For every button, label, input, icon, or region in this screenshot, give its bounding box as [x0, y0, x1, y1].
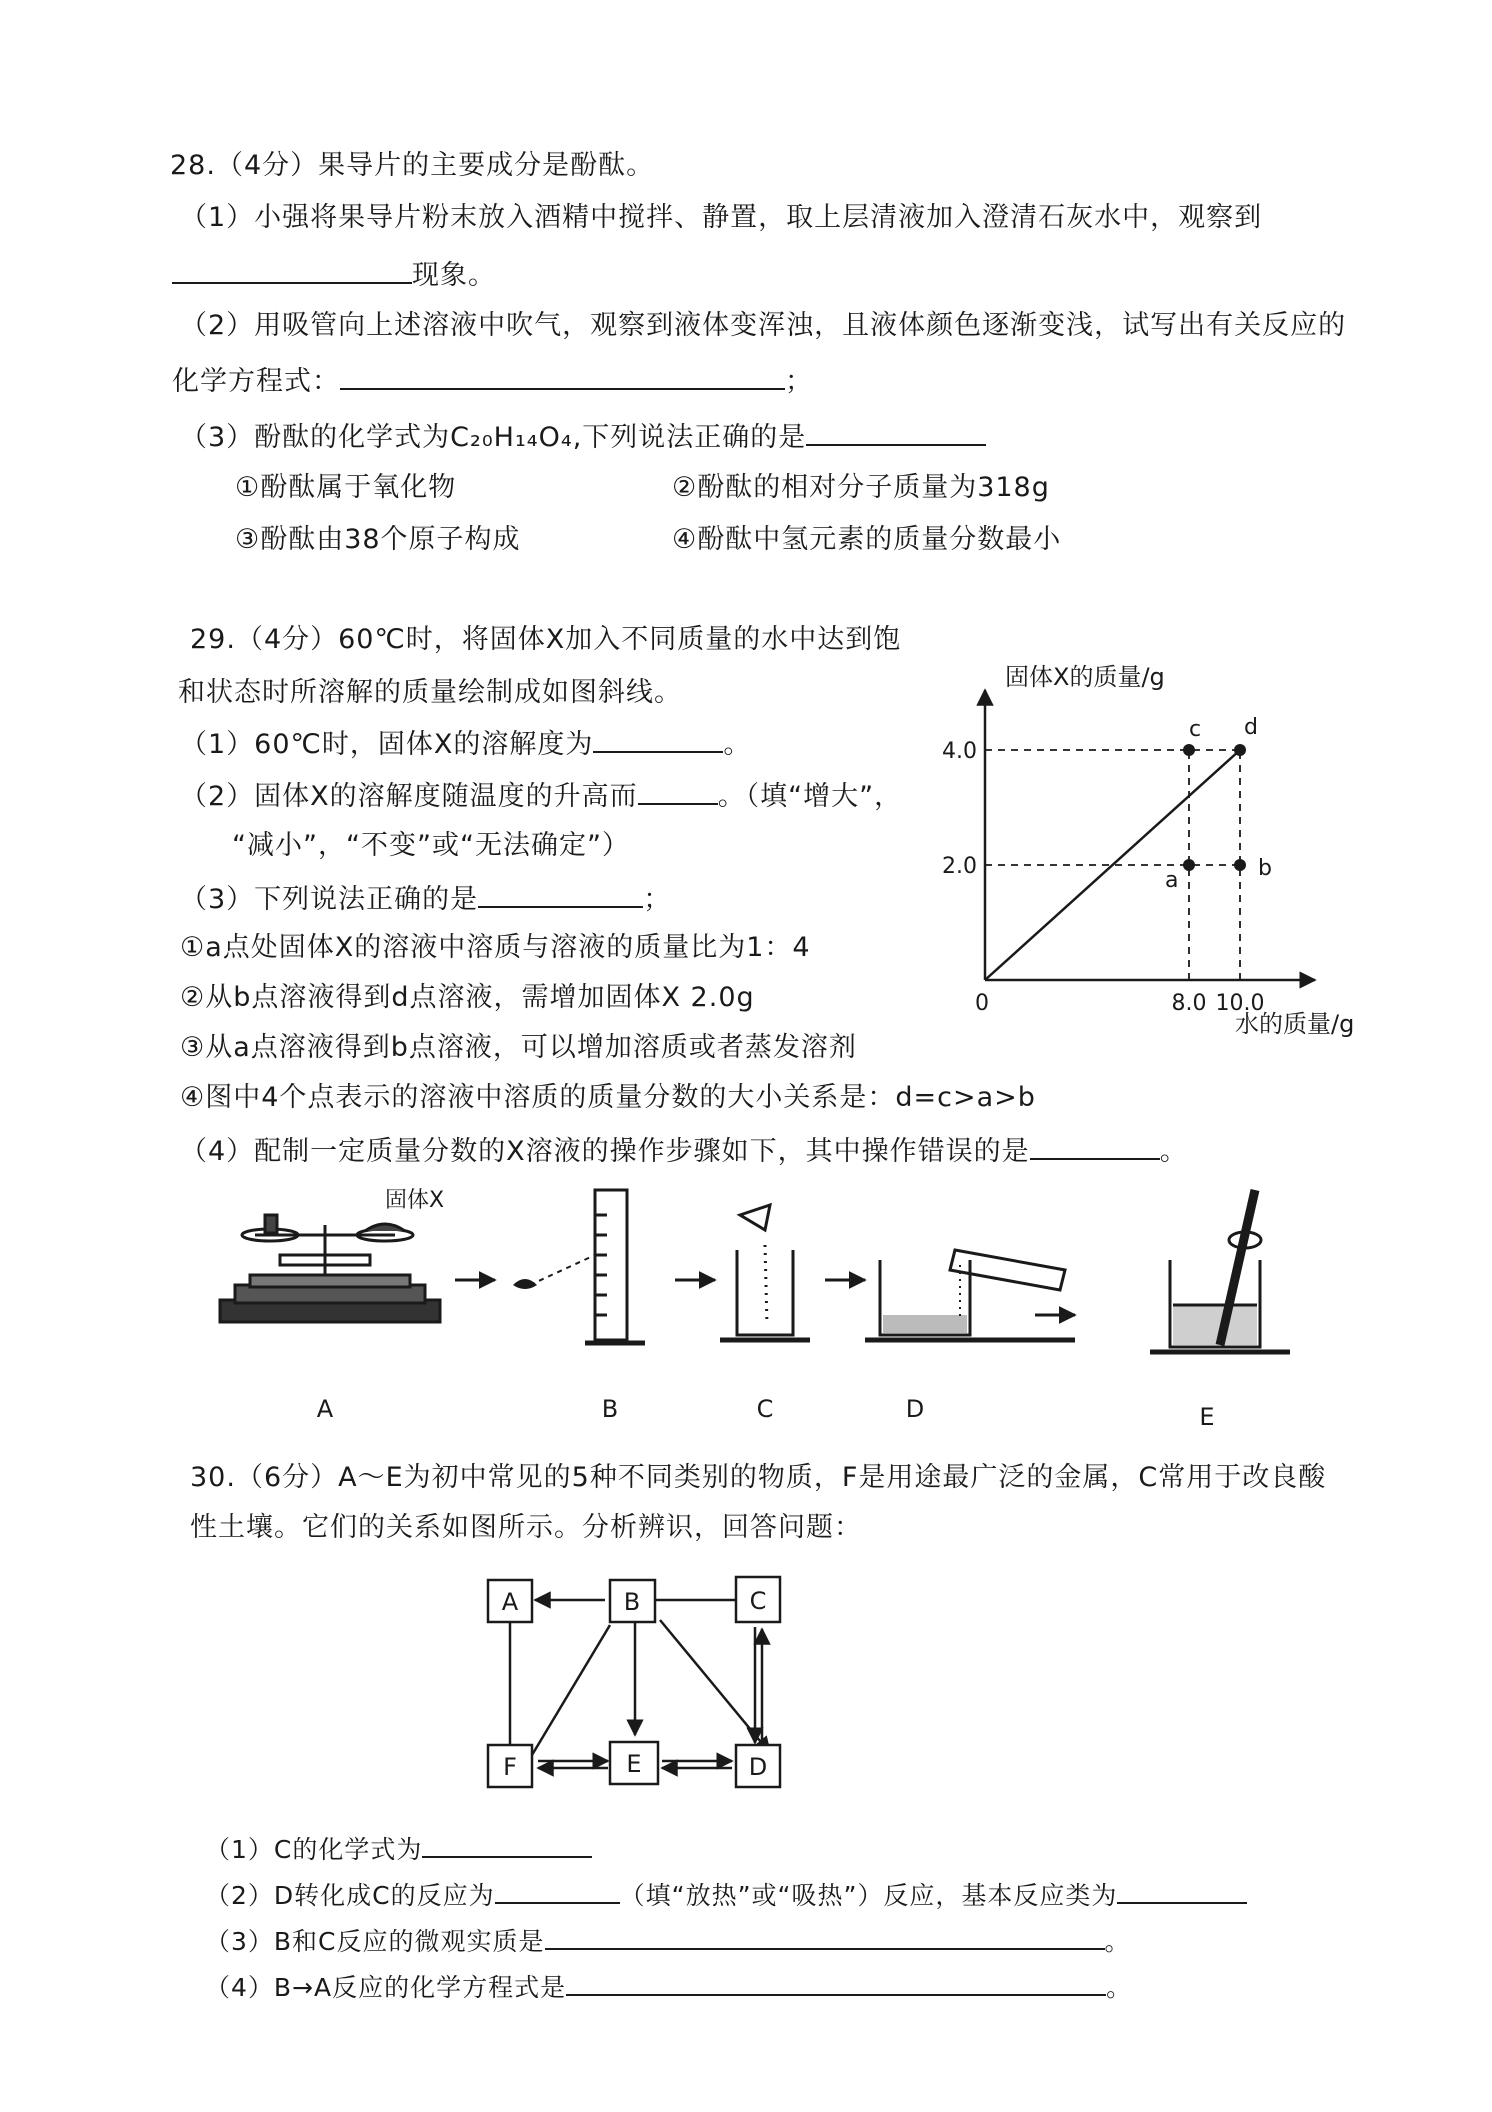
q29-title-cont: 和状态时所溶解的质量绘制成如图斜线。 — [178, 677, 682, 708]
q28-option-3: ③酚酞由38个原子构成 — [235, 524, 521, 555]
node-c: C — [749, 1587, 767, 1615]
point-label-b: b — [1258, 856, 1272, 881]
answer-blank[interactable] — [566, 1968, 1106, 1996]
q30-part4-suffix: 。 — [1106, 1973, 1133, 2002]
node-b: B — [623, 1588, 641, 1616]
point-d — [1234, 744, 1246, 756]
answer-blank[interactable] — [495, 1876, 620, 1904]
node-a: A — [501, 1588, 519, 1616]
y-tick-label: 2.0 — [942, 854, 977, 879]
point-label-a: a — [1165, 868, 1179, 893]
point-label-c: c — [1189, 717, 1202, 742]
origin-label: 0 — [975, 991, 989, 1016]
q29-part3-suffix: ； — [643, 884, 672, 915]
stirring-beaker-icon — [1150, 1190, 1290, 1352]
point-label-d: d — [1244, 715, 1258, 740]
q30-part4 — [205, 1968, 1132, 2006]
q29-part2 — [180, 777, 902, 815]
q29-part3 — [180, 880, 671, 918]
step-label-c: C — [756, 1395, 774, 1423]
q29-part1-text: （1）60℃时，固体X的溶解度为 — [180, 729, 594, 760]
q30-part2-text: （2）D转化成C的反应为 — [205, 1881, 495, 1910]
q29-statement-3: ③从a点溶液得到b点溶液，可以增加溶质或者蒸发溶剂 — [180, 1032, 857, 1063]
x-tick-label: 8.0 — [1171, 991, 1207, 1016]
q29-part2-hint-cont: “减小”，“不变”或“无法确定”） — [232, 830, 630, 861]
q30-part2 — [205, 1876, 1247, 1914]
answer-blank[interactable] — [638, 777, 718, 805]
q29-part3-text: （3）下列说法正确的是 — [180, 884, 479, 915]
solid-x-label: 固体X — [385, 1188, 445, 1213]
q28-part3 — [180, 418, 986, 456]
q30-part1-text: （1）C的化学式为 — [205, 1835, 423, 1864]
q30-part3 — [205, 1922, 1131, 1960]
pouring-beaker-icon — [865, 1250, 1075, 1340]
saturation-line — [985, 750, 1240, 980]
node-f: F — [503, 1753, 517, 1781]
y-axis-label: 固体X的质量/g — [1005, 663, 1165, 691]
q30-part2-text2: （填“放热”或“吸热”）反应，基本反应类为 — [619, 1881, 1118, 1910]
node-e: E — [626, 1750, 642, 1778]
x-tick-label: 10.0 — [1215, 991, 1265, 1016]
q30-part3-text: （3）B和C反应的微观实质是 — [205, 1927, 545, 1956]
q28-option-1: ①酚酞属于氧化物 — [235, 472, 457, 503]
q28-part2: （2）用吸管向上述溶液中吹气，观察到液体变浑浊，且液体颜色逐渐变浅，试写出有关反应的 — [180, 310, 1347, 341]
q29-statement-4: ④图中4个点表示的溶液中溶质的质量分数的大小关系是：d=c>a>b — [180, 1082, 1036, 1113]
q28-option-2: ②酚酞的相对分子质量为318g — [672, 472, 1050, 503]
step-label-b: B — [601, 1395, 619, 1423]
step-label-a: A — [316, 1395, 334, 1423]
q29-part4-text: （4）配制一定质量分数的X溶液的操作步骤如下，其中操作错误的是 — [180, 1136, 1030, 1167]
q29-part4-suffix: 。 — [1159, 1136, 1188, 1167]
point-a — [1183, 859, 1195, 871]
q29-title: 29.（4分）60℃时，将固体X加入不同质量的水中达到饱 — [190, 624, 902, 655]
q28-part1-answer-line — [172, 256, 496, 294]
q28-option-4: ④酚酞中氢元素的质量分数最小 — [672, 524, 1062, 555]
apparatus-steps-figure — [215, 1185, 1335, 1435]
point-b — [1234, 859, 1246, 871]
q29-part2-text: （2）固体X的溶解度随温度的升高而 — [180, 781, 638, 812]
q30-part1 — [205, 1830, 592, 1868]
q29-part1-suffix: 。 — [723, 729, 752, 760]
answer-blank[interactable] — [593, 725, 723, 753]
q30-title: 30.（6分）A～E为初中常见的5种不同类别的物质，F是用途最广泛的金属，C常用于改良酸 — [190, 1462, 1327, 1493]
q28-part2-suffix: ； — [785, 366, 813, 397]
relationship-diagram — [470, 1565, 930, 1810]
y-tick-label: 4.0 — [942, 739, 977, 764]
answer-blank[interactable] — [806, 418, 986, 446]
q29-part4 — [180, 1132, 1188, 1170]
answer-blank[interactable] — [422, 1830, 592, 1858]
q28-part1-suffix: 现象。 — [412, 260, 496, 291]
beaker-with-paper-icon — [720, 1205, 810, 1340]
q29-part2-hint: 。（填“增大”， — [717, 781, 903, 812]
q30-title-cont: 性土壤。它们的关系如图所示。分析辨识，回答问题： — [190, 1512, 862, 1543]
q28-part2-prefix: 化学方程式： — [172, 366, 340, 397]
x-axis-label: 水的质量/g — [1235, 1010, 1355, 1038]
graduated-cylinder-icon — [530, 1190, 645, 1343]
point-c — [1183, 744, 1195, 756]
answer-blank[interactable] — [1030, 1132, 1160, 1160]
q29-part1 — [180, 725, 751, 763]
step-label-d: D — [905, 1395, 925, 1423]
q28-part3-text: （3）酚酞的化学式为C₂₀H₁₄O₄,下列说法正确的是 — [180, 422, 807, 453]
q29-statement-2: ②从b点溶液得到d点溶液，需增加固体X 2.0g — [180, 982, 755, 1013]
answer-blank[interactable] — [172, 256, 412, 284]
q28-part2-answer-line — [172, 362, 813, 400]
node-d: D — [748, 1753, 768, 1781]
q30-part4-text: （4）B→A反应的化学方程式是 — [205, 1973, 567, 2002]
answer-blank[interactable] — [1117, 1876, 1247, 1904]
q29-statement-1: ①a点处固体X的溶液中溶质与溶液的质量比为1：4 — [180, 932, 811, 963]
q28-title: 28.（4分）果导片的主要成分是酚酞。 — [170, 150, 655, 181]
balance-icon — [220, 1215, 440, 1322]
q28-part1: （1）小强将果导片粉末放入酒精中搅拌、静置，取上层清液加入澄清石灰水中，观察到 — [180, 202, 1263, 233]
answer-blank[interactable] — [478, 880, 643, 908]
answer-blank[interactable] — [545, 1922, 1105, 1950]
step-label-e: E — [1199, 1403, 1215, 1431]
eye-icon — [513, 1279, 537, 1289]
answer-blank[interactable] — [340, 362, 785, 390]
solubility-chart — [930, 660, 1390, 1040]
q30-part3-suffix: 。 — [1104, 1927, 1131, 1956]
